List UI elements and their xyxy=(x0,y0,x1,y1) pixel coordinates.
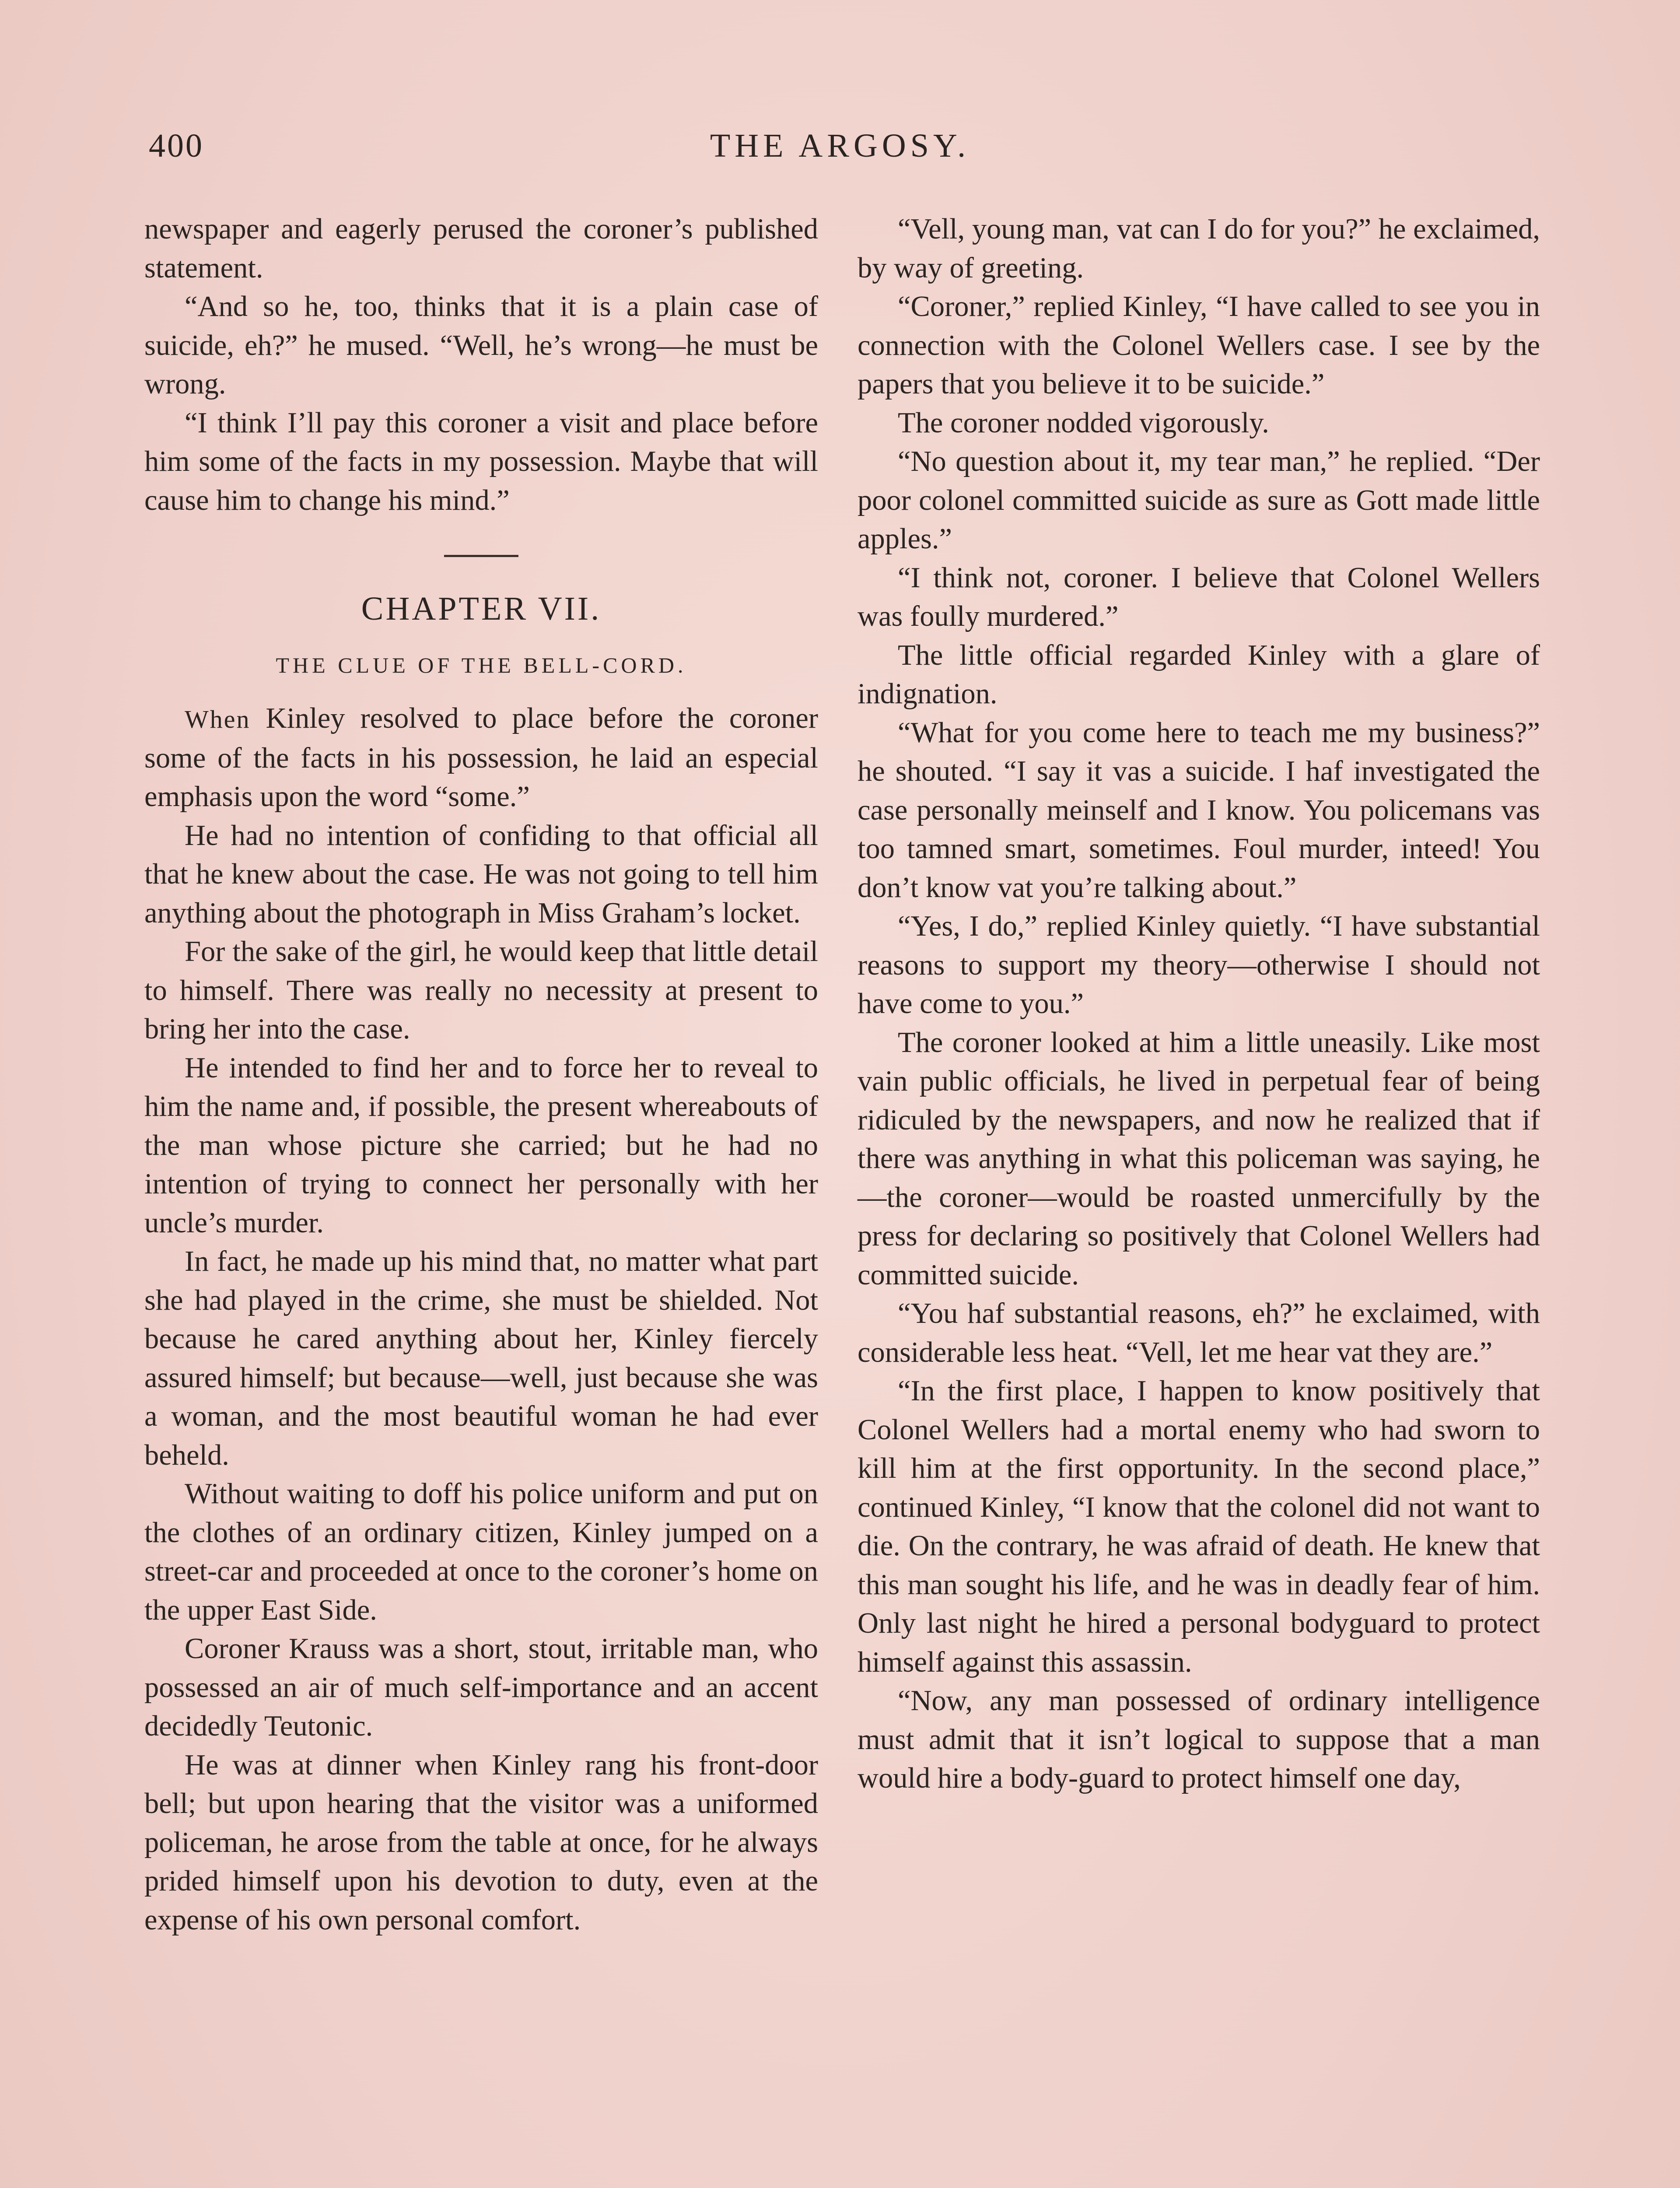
lead-word: When xyxy=(185,705,251,733)
paragraph: The little official regarded Kinley with a glare of indignation. xyxy=(858,639,1540,710)
chapter-opening-paragraph xyxy=(144,699,818,817)
running-head xyxy=(149,127,1531,175)
paragraph: For the sake of the girl, he would keep that little detail to himself. There was really no necessity at present to bring her into the case. xyxy=(144,936,818,1045)
paragraph: He was at dinner when Kinley rang his front-door bell; but upon hearing that the visitor was a uniformed policeman, he arose from the table at once, for he always prided himself upon his devotion to duty, even at the expense of his own personal comfort. xyxy=(144,1749,818,1936)
paragraph: “Coroner,” replied Kinley, “I have called to see you in connection with the Colonel Wellers case. I see by the papers that you believe it to be suicide.” xyxy=(858,291,1540,400)
left-column xyxy=(144,210,818,1939)
paragraph: Coroner Krauss was a short, stout, irritable man, who possessed an air of much self-importance and an accent decidedly Teutonic. xyxy=(144,1633,818,1742)
right-column xyxy=(858,210,1540,1798)
section-divider xyxy=(444,555,518,557)
paragraph: In fact, he made up his mind that, no matter what part she had played in the crime, she must be shielded. Not because he cared anything about her, Kinley fiercely assured himself; but because—well, just because she was a woman, and the most beautiful woman he had ever beheld. xyxy=(144,1245,818,1471)
paragraph-text: Kinley resolved to place before the coroner some of the facts in his possession, he laid an especial emphasis upon the word “some.” xyxy=(144,702,818,813)
paragraph: “Vell, young man, vat can I do for you?” he exclaimed, by way of greeting. xyxy=(858,213,1540,284)
paragraph: The coroner looked at him a little uneasily. Like most vain public officials, he lived in perpetual fear of being ridiculed by the newspapers, and now he realized that if there was anything in what this policeman was saying, he—the coroner—would be roasted unmercifully by the press for declaring so positively that Colonel Wellers had committed suicide. xyxy=(858,1026,1540,1291)
chapter-heading: CHAPTER VII. xyxy=(361,590,602,627)
paragraph: He intended to find her and to force her to reveal to him the name and, if possible, the present whereabouts of the man whose picture she carried; but he had no intention of trying to connect her personally with her uncle’s murder. xyxy=(144,1052,818,1239)
paragraph: “Now, any man possessed of ordinary intelligence must admit that it isn’t logical to suppose that a man would hire a body-guard to protect himself one day, xyxy=(858,1685,1540,1794)
paragraph: “I think not, coroner. I believe that Colonel Wellers was foully murdered.” xyxy=(858,561,1540,632)
chapter-subtitle: THE CLUE OF THE BELL-CORD. xyxy=(276,652,687,677)
paragraph: “And so he, too, thinks that it is a plain case of suicide, eh?” he mused. “Well, he’s wrong—he must be wrong. xyxy=(144,291,818,400)
paragraph: “In the first place, I happen to know positively that Colonel Wellers had a mortal enemy who had sworn to kill him at the first opportunity. In the second place,” continued Kinley, “I know that the colonel did not want to die. On the contrary, he was afraid of death. He knew that this man sought his life, and he was in deadly fear of him. Only last night he hired a personal bodyguard to protect himself against this assassin. xyxy=(858,1375,1540,1678)
page-number: 400 xyxy=(149,127,204,164)
paragraph: “Yes, I do,” replied Kinley quietly. “I have substantial reasons to support my theory—otherwise I should not have come to you.” xyxy=(858,910,1540,1020)
paragraph: “What for you come here to teach me my business?” he shouted. “I say it vas a suicide. I haf investigated the case personally meinself and I know. You policemans vas too tamned smart, sometimes. Foul murder, inteed! You don’t know vat you’re talking about.” xyxy=(858,716,1540,904)
magazine-title: THE ARGOSY. xyxy=(710,127,970,164)
paragraph: The coroner nodded vigorously. xyxy=(898,407,1269,439)
paragraph: Without waiting to doff his police uniform and put on the clothes of an ordinary citizen, Kinley jumped on a street-car and proceeded at once to the coroner’s home on the upper East Side. xyxy=(144,1478,818,1626)
paragraph: “No question about it, my tear man,” he replied. “Der poor colonel committed suicide as sure as Gott made little apples.” xyxy=(858,445,1540,555)
paragraph: He had no intention of confiding to that official all that he knew about the case. He was not going to tell him anything about the photograph in Miss Graham’s locket. xyxy=(144,819,818,929)
paragraph: “You haf substantial reasons, eh?” he exclaimed, with considerable less heat. “Vell, let me hear vat they are.” xyxy=(858,1297,1540,1368)
paragraph: newspaper and eagerly perused the coroner’s published statement. xyxy=(144,213,818,284)
paragraph: “I think I’ll pay this coroner a visit and place before him some of the facts in my possession. Maybe that will cause him to change his mind.” xyxy=(144,407,818,516)
